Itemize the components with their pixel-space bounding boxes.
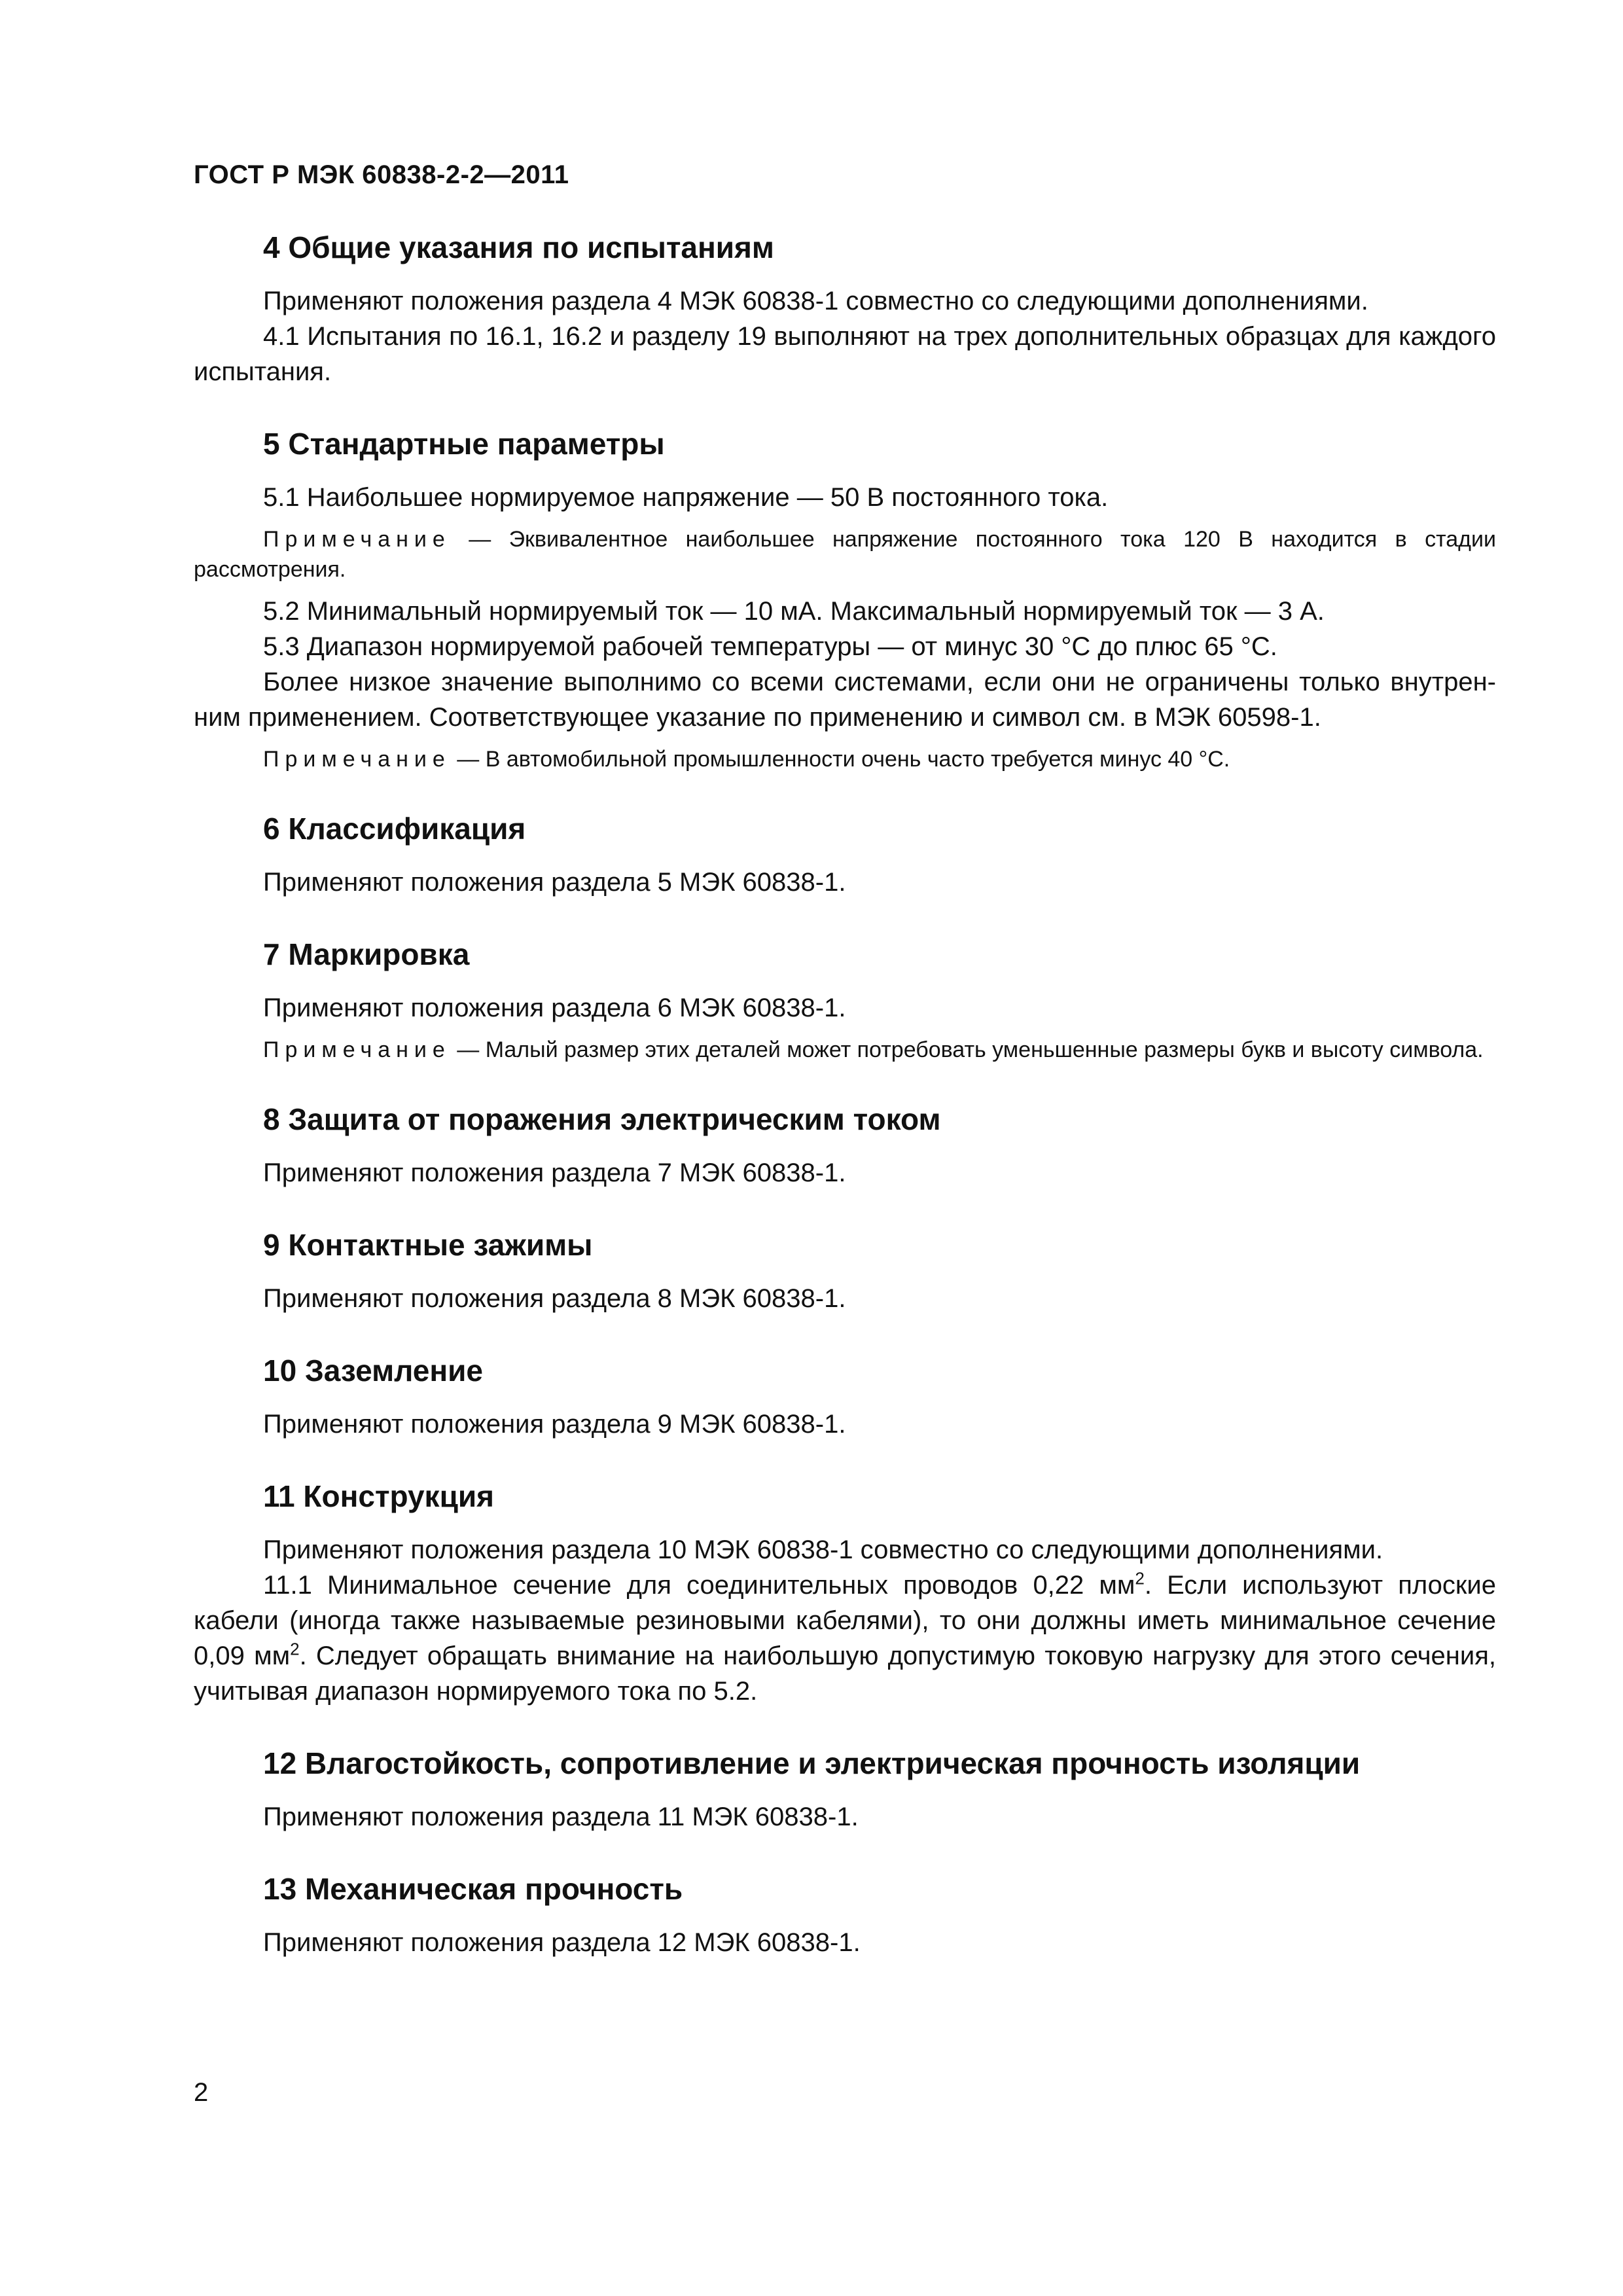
note-text: — Эквивалентное наибольшее напряжение постоянного тока 120 В находится в стадии рассмотрения. xyxy=(194,527,1496,582)
section-heading: 6 Классификация xyxy=(263,812,526,846)
paragraph xyxy=(194,1568,1496,1709)
paragraph: Более низкое значение выполнимо со всеми системами, если они не ограничены только внутренним применением. Соответствующее указание по применению и символ см. в МЭК 60598-1. xyxy=(194,668,1496,732)
section-12 xyxy=(194,1742,1496,1835)
paragraph: Применяют положения раздела 6 МЭК 60838-1. xyxy=(263,994,846,1022)
section-heading: 12 Влагостойкость, сопротивление и электрическая прочность изоляции xyxy=(263,1746,1361,1780)
paragraph: Применяют положения раздела 8 МЭК 60838-1. xyxy=(263,1284,846,1313)
note-label: Примечание xyxy=(263,747,451,772)
page-number: 2 xyxy=(194,2078,209,2107)
note-text: — В автомобильной промышленности очень часто требуется минус 40 °С. xyxy=(450,747,1230,772)
document-body xyxy=(194,226,1496,1960)
section-heading: 13 Механическая прочность xyxy=(263,1872,683,1906)
note xyxy=(194,1035,1496,1065)
paragraph: Применяют положения раздела 4 МЭК 60838-1 совместно со следующими дополнениями. xyxy=(263,287,1368,315)
paragraph: Применяют положения раздела 7 МЭК 60838-1. xyxy=(263,1158,846,1187)
text-run: . Следует обращать внимание на наибольшую допустимую токовую нагрузку для этого сечения, учитывая диапазон нормируемого тока по 5.2. xyxy=(194,1641,1496,1706)
note-text: — Малый размер этих деталей может потребовать уменьшенные размеры букв и высоту символа. xyxy=(450,1037,1484,1062)
section-heading: 8 Защита от поражения электрическим током xyxy=(263,1102,941,1136)
section-heading: 7 Маркировка xyxy=(263,937,470,971)
standard-id-header: ГОСТ Р МЭК 60838-2-2—2011 xyxy=(194,160,569,189)
superscript: 2 xyxy=(1135,1568,1145,1588)
section-heading: 10 Заземление xyxy=(263,1354,484,1388)
paragraph: Применяют положения раздела 12 МЭК 60838-1. xyxy=(263,1928,861,1957)
text-run: . Если используют плоские кабели (иногда также называемые резиновыми кабелями), то они должны иметь минимальное сечение 0,09 мм xyxy=(194,1571,1496,1670)
note xyxy=(194,524,1496,584)
section-9 xyxy=(194,1223,1496,1316)
section-heading: 5 Стандартные параметры xyxy=(263,427,665,461)
text-run: 11.1 Минимальное сечение для соединительных проводов 0,22 мм xyxy=(263,1571,1135,1600)
paragraph: 5.3 Диапазон нормируемой рабочей температуры — от минус 30 °С до плюс 65 °С. xyxy=(263,632,1277,661)
paragraph: 5.1 Наибольшее нормируемое напряжение — 50 В постоянного тока. xyxy=(263,483,1109,512)
section-11 xyxy=(194,1475,1496,1709)
section-13 xyxy=(194,1867,1496,1960)
section-7 xyxy=(194,933,1496,1065)
paragraph: Применяют положения раздела 10 МЭК 60838-1 совместно со следующими дополнениями. xyxy=(263,1535,1383,1564)
section-10 xyxy=(194,1349,1496,1442)
paragraph: Применяют положения раздела 11 МЭК 60838-1. xyxy=(263,1803,859,1831)
note xyxy=(194,744,1496,774)
section-8 xyxy=(194,1098,1496,1191)
section-6 xyxy=(194,807,1496,900)
note-label: Примечание xyxy=(263,527,451,552)
section-5 xyxy=(194,422,1496,774)
paragraph: Применяют положения раздела 5 МЭК 60838-1. xyxy=(263,868,846,897)
section-4 xyxy=(194,226,1496,389)
section-heading: 4 Общие указания по испытаниям xyxy=(263,230,774,264)
paragraph: 5.2 Минимальный нормируемый ток — 10 мА. Максимальный нормируемый ток — 3 А. xyxy=(263,597,1325,626)
document-page xyxy=(194,0,1496,2296)
section-heading: 11 Конструкция xyxy=(263,1479,494,1513)
superscript: 2 xyxy=(290,1639,300,1659)
section-heading: 9 Контактные зажимы xyxy=(263,1228,593,1262)
paragraph: 4.1 Испытания по 16.1, 16.2 и разделу 19 выполняют на трех дополнительных образцах для каждого испытания. xyxy=(194,322,1496,386)
paragraph: Применяют положения раздела 9 МЭК 60838-1. xyxy=(263,1410,846,1439)
note-label: Примечание xyxy=(263,1037,451,1062)
